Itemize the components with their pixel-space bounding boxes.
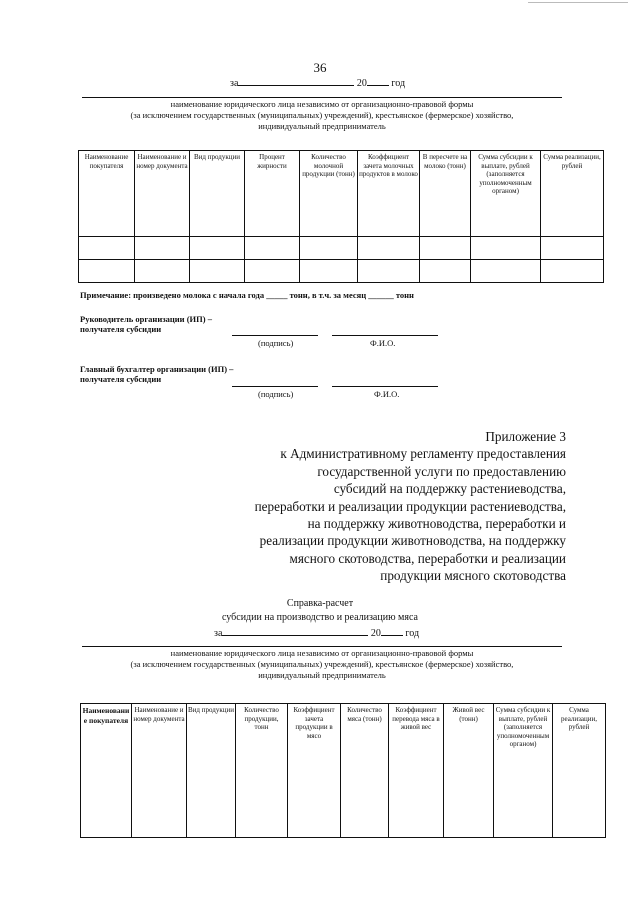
sign-label: (подпись) (258, 338, 294, 348)
col-header: Наименование покупателя (79, 151, 135, 237)
scan-edge-line (528, 2, 628, 3)
form2-subtitle: субсидии на производство и реализацию мяса (222, 612, 418, 623)
year-prefix: 20 (356, 78, 367, 89)
appendix-line: к Административному регламенту предоставления (280, 446, 566, 462)
za-label: за (214, 628, 223, 639)
entity-caption-line: (за исключением государственных (муниципальных) учреждений), крестьянское (фермерское) хозяйство, (130, 659, 514, 669)
appendix-line: переработки и реализации продукции растениеводства, (254, 498, 566, 514)
col-header: В пересчете на молоко (тонн) (420, 151, 471, 237)
col-header: Наименование покупателя (81, 704, 132, 838)
entity-caption-1 (82, 99, 562, 132)
accountant-signature-line (232, 386, 318, 387)
appendix-line: продукции мясного скотоводства (380, 568, 566, 584)
col-header: Наименование и номер документа (135, 151, 190, 237)
entity-caption-line: (за исключением государственных (муниципальных) учреждений), крестьянское (фермерское) хозяйство, (130, 110, 514, 120)
col-header: Сумма реализации, рублей (541, 151, 604, 237)
god-label: год (391, 78, 406, 89)
appendix-line: реализации продукции животноводства, на поддержку (259, 533, 566, 549)
col-header: Количество продукции, тонн (236, 704, 288, 838)
appendix-line: мясного скотоводства, переработки и реализации (289, 550, 566, 566)
col-header: Количество мяса (тонн) (341, 704, 389, 838)
col-header: Количество молочной продукции (тонн) (300, 151, 358, 237)
meat-subsidy-table (80, 703, 606, 838)
col-header: Вид продукции (187, 704, 236, 838)
head-label-1: Руководитель организации (ИП) – (80, 314, 212, 324)
col-header: Сумма субсидии к выплате, рублей (заполняется уполномоченным органом) (494, 704, 553, 838)
col-header: Сумма реализации, рублей (553, 704, 606, 838)
col-header: Сумма субсидии к выплате, рублей (заполняется уполномоченным органом) (471, 151, 541, 237)
fio-label: Ф.И.О. (370, 338, 396, 348)
form2-title: Справка-расчет (286, 598, 354, 609)
head-fio-line (332, 335, 438, 336)
fio-label: Ф.И.О. (374, 389, 400, 399)
za-label: за (230, 78, 239, 89)
table-header-row (81, 704, 606, 838)
table-row (79, 237, 604, 260)
accountant-fio-line (332, 386, 438, 387)
head-label-2: получателя субсидии (80, 324, 162, 334)
appendix-title: Приложение 3 (485, 429, 566, 444)
head-signature-line (232, 335, 318, 336)
production-note: Примечание: произведено молока с начала года _____ тонн, в т.ч. за месяц ______ тонн (80, 290, 414, 300)
year-blank (367, 76, 389, 86)
table-row (79, 260, 604, 283)
entity-name-line-2 (82, 646, 562, 647)
col-header: Живой вес (тонн) (444, 704, 494, 838)
period-line-1 (230, 76, 405, 89)
god-label: год (405, 628, 420, 639)
period-blank (222, 626, 368, 636)
period-blank (238, 76, 354, 86)
entity-caption-2 (82, 648, 562, 681)
appendix-block (146, 428, 566, 585)
appendix-line: субсидий на поддержку растениеводства, (333, 481, 566, 497)
col-header: Вид продукции (190, 151, 245, 237)
page-number: 36 (313, 60, 327, 75)
entity-caption-line: наименование юридического лица независимо от организационно-правовой формы (170, 648, 474, 658)
accountant-label-2: получателя субсидии (80, 374, 162, 384)
table-header-row (79, 151, 604, 237)
period-line-2 (214, 626, 419, 639)
milk-subsidy-table (78, 150, 604, 283)
sign-label: (подпись) (258, 389, 294, 399)
col-header: Коэффициент зачета продукции в мясо (288, 704, 341, 838)
col-header: Коэффициент зачета молочных продуктов в молоко (358, 151, 420, 237)
entity-caption-line: индивидуальный предприниматель (258, 670, 386, 680)
entity-caption-line: индивидуальный предприниматель (258, 121, 386, 131)
entity-caption-line: наименование юридического лица независимо от организационно-правовой формы (170, 99, 474, 109)
year-prefix: 20 (370, 628, 381, 639)
entity-name-line-1 (82, 97, 562, 98)
col-header: Наименование и номер документа (132, 704, 187, 838)
year-blank (381, 626, 403, 636)
appendix-line: на поддержку животноводства, переработки и (307, 516, 566, 532)
col-header: Коэффициент перевода мяса в живой вес (389, 704, 444, 838)
accountant-label-1: Главный бухгалтер организации (ИП) – (80, 364, 234, 374)
appendix-line: государственной услуги по предоставлению (317, 463, 566, 479)
col-header: Процент жирности (245, 151, 300, 237)
